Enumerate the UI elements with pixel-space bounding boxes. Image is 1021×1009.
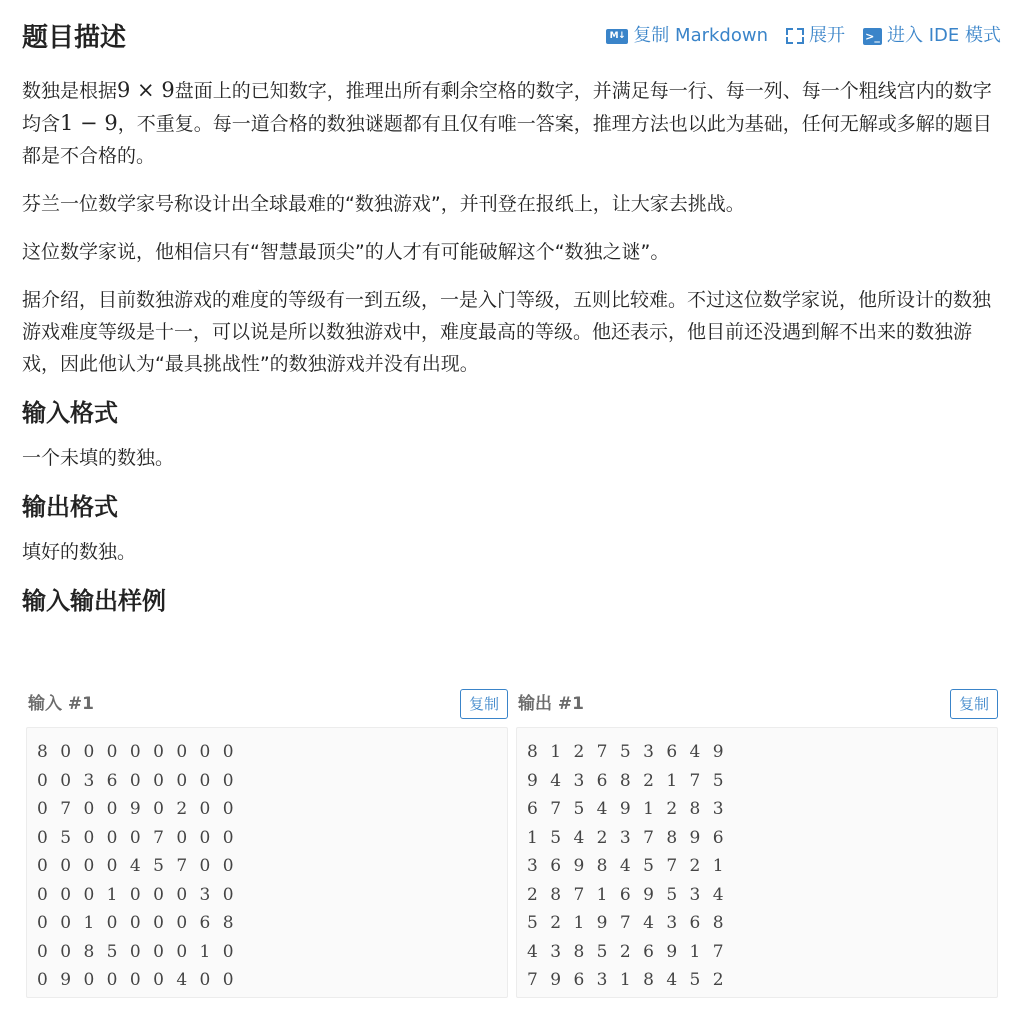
math-digit-range: 1 − 9 [60,111,118,135]
copy-markdown-button[interactable] [606,24,768,48]
enter-ide-button[interactable] [863,24,1001,48]
terminal-icon: >_ [863,28,882,45]
sample-input-code: 8 0 0 0 0 0 0 0 0 0 0 3 6 0 0 0 0 0 0 7 0 0 9 0 2 0 0 0 5 0 0 0 7 0 0 0 0 0 0 0 4 5 7 0 0 0 0 0 1 0 0 0 3 0 0 0 1 0 0 0 0 6 8 0 0 8 5 0 0 0 1 0 0 9 0 0 0 0 4 0 0 [37,742,238,990]
expand-button[interactable] [786,24,845,48]
description-title: 题目描述 [22,23,127,53]
sample-io [26,686,998,998]
sample-input [26,686,508,990]
description-text: ，不重复。每一道合格的数独谜题都有且仅有唯一答案，推理方法也以此为基础，任何无解或多解的题目都是不合格的。 [22,113,992,167]
input-format-text: 一个未填的数独。 [22,447,175,469]
copy-input-button[interactable]: 复制 [460,689,508,719]
description-paragraph-2: 芬兰一位数学家号称设计出全球最难的“数独游戏”，并刊登在报纸上，让大家去挑战。 [22,193,745,215]
copy-output-button[interactable]: 复制 [950,689,998,719]
expand-icon [786,28,804,44]
problem-header [22,18,1001,58]
description-paragraph-4: 据介绍，目前数独游戏的难度的等级有一到五级，一是入门等级，五则比较难。不过这位数学家说，他所设计的数独游戏难度等级是十一，可以说是所以数独游戏中，难度最高的等级。他还表示，他目前还没遇到解不出来的数独游戏，因此他认为“最具挑战性”的数独游戏并没有出现。 [22,289,992,375]
expand-label: 展开 [809,25,845,46]
markdown-icon: M↓ [606,29,628,44]
header-actions [606,24,1001,48]
sample-output-label: 输出 #1 [518,694,584,714]
description-paragraph-3: 这位数学家说，他相信只有“智慧最顶尖”的人才有可能破解这个“数独之谜”。 [22,241,670,263]
sample-output-code: 8 1 2 7 5 3 6 4 9 9 4 3 6 8 2 1 7 5 6 7 5 4 9 1 2 8 3 1 5 4 2 3 7 8 9 6 3 6 9 8 4 5 7 2 1 2 8 7 1 6 9 5 3 4 5 2 1 9 7 4 3 6 8 4 3 8 5 2 6 9 1 7 7 9 6 3 1 8 4 5 2 [527,742,728,990]
description-text: 数独是根据 [22,80,118,102]
output-format-title: 输出格式 [22,493,118,521]
sample-output-header [516,686,998,724]
sample-input-header [26,686,508,724]
samples-title: 输入输出样例 [22,587,166,615]
sample-output-box [516,727,998,998]
enter-ide-label: 进入 IDE 模式 [887,25,1001,46]
sample-output [516,686,998,990]
copy-markdown-label: 复制 Markdown [633,25,768,46]
sample-input-label: 输入 #1 [28,694,94,714]
sample-input-box [26,727,508,998]
description-text: 盘面上的已知数字，推理出所有剩余空格的数字，并满足每一行、每一列、每一个粗线宫内的数字均含 [22,80,992,135]
output-format-text: 填好的数独。 [22,541,137,563]
math-grid-size: 9 × 9 [117,78,175,102]
problem-content [22,74,1000,630]
input-format-title: 输入格式 [22,399,118,427]
description-paragraph-1 [22,74,1000,172]
